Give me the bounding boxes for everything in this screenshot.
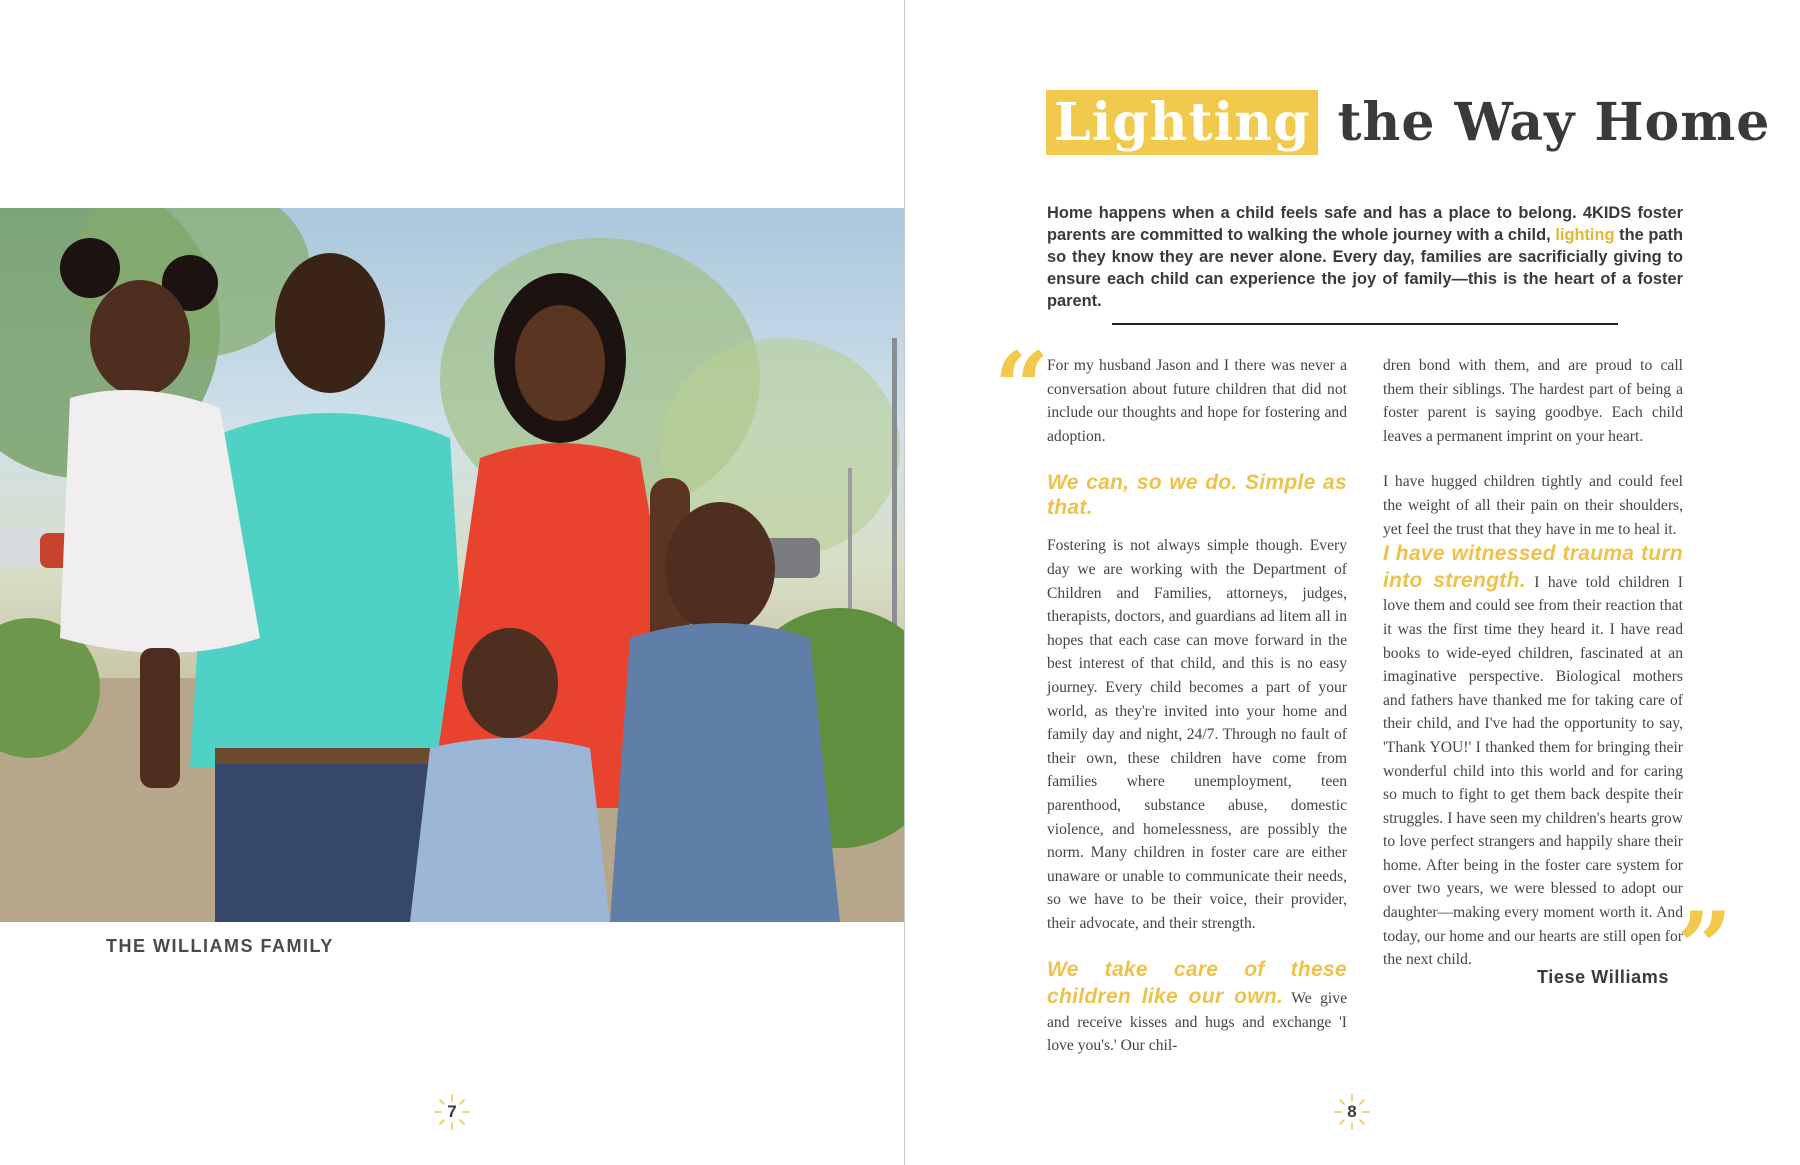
page-number-left [434, 1094, 470, 1130]
article-column-2 [1383, 354, 1683, 972]
body-paragraph [1047, 957, 1347, 1057]
page-number-left-label: 7 [447, 1102, 457, 1121]
section-divider [1112, 323, 1618, 325]
pull-quote-inline: I have witnessed trauma turn into strength. [1383, 542, 1683, 592]
body-paragraph: I have hugged children tightly and could feel the weight of all their pain on their shoulders, yet feel the trust that they have in me to heal it. [1383, 473, 1683, 538]
title-highlight: Lighting [1046, 90, 1318, 155]
article-column-1 [1047, 354, 1347, 1058]
body-paragraph: For my husband Jason and I there was never a conversation about future children that did not include our thoughts and hope for fostering and adoption. [1047, 357, 1347, 445]
title-rest: the Way Home [1318, 92, 1771, 153]
page-number-right-label: 8 [1347, 1102, 1357, 1121]
lead-accent: lighting [1555, 226, 1615, 244]
body-paragraph: dren bond with them, and are proud to call them their siblings. The hardest part of being a foster parent is saying goodbye. Each child leaves a permanent imprint on your heart. [1383, 357, 1683, 445]
author-signature: Tiese Williams [1537, 967, 1669, 987]
lead-paragraph [1047, 202, 1683, 312]
body-paragraph: Fostering is not always simple though. Every day we are working with the Department of Children and Families, attorneys, judges, therapists, doctors, and guardians ad litem all in hopes that each case can move forward in the best interest of that child, and this is no easy journey. Every child becomes a part of your world, as they're invited into your home and family day and night, 24/7. Through no fault of their own, these children have come from families where unemployment, teen parenthood, substance abuse, domestic violence, and homelessness, are possibly the norm. Many children in foster care are either unaware or unable to communicate their needs, so we have to be their voice, their provider, their advocate, and their strength. [1047, 537, 1347, 932]
close-quote-icon: ” [1677, 891, 1733, 1004]
page-number-right [1334, 1094, 1370, 1130]
lead-text-1: Home happens when a child feels safe and has a place to belong. 4KIDS foster parents are committed to walking the whole journey with a child, [1047, 204, 1683, 244]
spread-divider [904, 0, 905, 1165]
body-text: We give and receive kisses and hugs and exchange 'I love you's.' Our chil- [1047, 990, 1347, 1055]
pull-quote: We can, so we do. Simple as that. [1047, 471, 1347, 520]
body-text: I have told children I love them and could see from their reaction that it was the first time they heard it. I have read books to wide-eyed children, fascinated at an imaginative perspective. Biological mothers and fathers have thanked me for taking care of their child, and I've had the opportunity to say, 'Thank YOU!' I thanked them for bringing their wonderful child into this world and for caring so much to fight to get them back despite their struggles. I have seen my children's hearts grow to love perfect strangers and happily share their home. After being in the foster care system for over two years, we were blessed to adopt our daughter—making every moment worth it. And today, our home and our hearts are still open for the next child. [1383, 573, 1683, 969]
lead-text-2: the path so they know they are never alone. Every day, families are sacrificially giving to ensure each child can experience the joy of family—this is the heart of a foster parent. [1047, 226, 1683, 310]
page-title [1046, 92, 1770, 162]
open-quote-icon: “ [994, 331, 1050, 444]
family-photo [0, 208, 904, 922]
photo-caption: THE WILLIAMS FAMILY [106, 936, 334, 956]
body-paragraph [1383, 541, 1683, 972]
family-photo-illustration [0, 208, 904, 922]
pull-quote-inline: We take care of these children like our own. [1047, 958, 1347, 1009]
